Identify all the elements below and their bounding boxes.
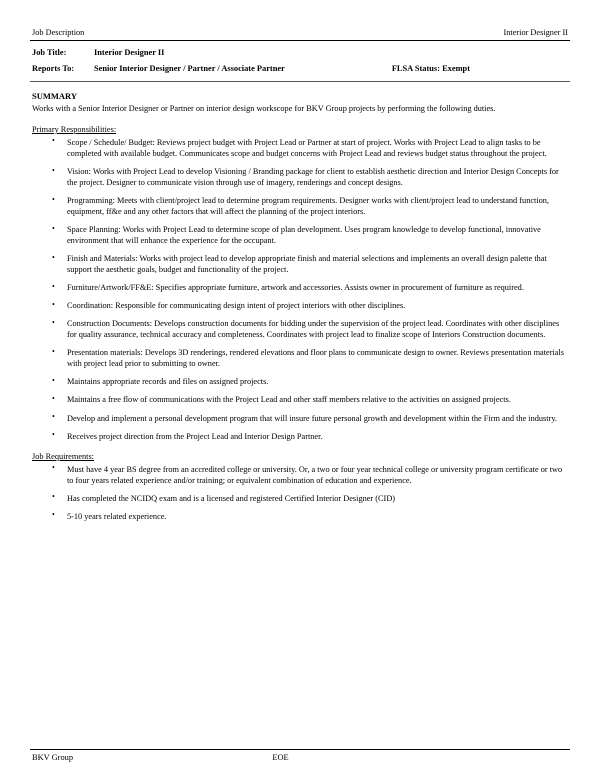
list-item: • Furniture/Artwork/FF&E: Specifies appropriate furniture, artwork and accessories. Assists owner in procurement of furniture as required. <box>30 282 568 293</box>
summary-heading: SUMMARY <box>32 91 78 101</box>
footer-divider <box>30 749 570 750</box>
footer-eoe-text: EOE <box>272 753 289 762</box>
field-row-reports-to <box>32 64 570 73</box>
primary-responsibilities-heading: Primary Responsibilities: <box>32 124 117 134</box>
header-divider <box>30 40 570 41</box>
page-footer <box>30 749 570 762</box>
list-item: • Vision: Works with Project Lead to develop Visioning / Branding package for client to establish aesthetic direction and Interior Design Concepts for the project. Designer to communicate vision through use of imagery, renderings and concept designs. <box>30 166 568 188</box>
reports-to-value: Senior Interior Designer / Partner / Associate Partner <box>94 64 285 73</box>
header-right-text: Interior Designer II <box>503 28 568 37</box>
list-item: • Finish and Materials: Works with project lead to develop appropriate finish and material selections and implements an overall design palette that support the aesthetic goals, budget and functionality of the project. <box>30 253 568 275</box>
list-item: • Has completed the NCIDQ exam and is a licensed and registered Certified Interior Designer (CID) <box>30 493 568 504</box>
job-title-value: Interior Designer II <box>94 48 165 57</box>
list-item: • 5-10 years related experience. <box>30 511 568 522</box>
job-requirements-heading: Job Requirements: <box>32 451 94 461</box>
list-item: • Must have 4 year BS degree from an accredited college or university. Or, a two or four year technical college or university program certificate or two to four years related experience and/or training; or equivalent combination of education and experience. <box>30 464 568 486</box>
job-title-label: Job Title: <box>32 48 67 57</box>
list-item: • Construction Documents: Develops construction documents for bidding under the supervision of the project lead. Coordinates with other disciplines for quality assurance, technical accuracy and completeness. Coordinates with project lead to finalize scope of Interiors Construction documents. <box>30 318 568 340</box>
flsa-status-label: FLSA Status: <box>391 64 440 73</box>
summary-text: Works with a Senior Interior Designer or Partner on interior design workscope for BKV Group projects by performing the following duties. <box>32 104 496 113</box>
list-item: • Coordination: Responsible for communicating design intent of project interiors with other disciplines. <box>30 300 568 311</box>
field-row-job-title <box>32 48 570 57</box>
fields-divider <box>30 81 570 82</box>
list-item: • Presentation materials: Develops 3D renderings, rendered elevations and floor plans to communicate design to owner. Reviews presentation materials with project lead prior to submitting to owner. <box>30 347 568 369</box>
list-item: • Maintains a free flow of communications with the Project Lead and other staff members relative to the activities on assigned projects. <box>30 394 568 405</box>
header-left-text: Job Description <box>32 28 85 37</box>
reports-to-label: Reports To: <box>32 64 75 73</box>
flsa-status-group <box>392 64 570 73</box>
job-requirements-list <box>30 464 570 522</box>
list-item: • Programming: Meets with client/project lead to determine program requirements. Designer works with client/project lead to understand function, equipment, ff&e and any other factors that will affect the planning of the project interiors. <box>30 195 568 217</box>
list-item: • Maintains appropriate records and files on assigned projects. <box>30 376 568 387</box>
list-item: • Scope / Schedule/ Budget: Reviews project budget with Project Lead or Partner at start of project. Works with Project Lead to align tasks to be completed with available budget. Communicates scope and budget concerns with Project Lead and reviews budget status throughout the project. <box>30 137 568 159</box>
list-item: • Develop and implement a personal development program that will insure future personal growth and development within the Firm and the industry. <box>30 413 568 424</box>
page-header <box>30 28 570 40</box>
flsa-status-value: Exempt <box>442 64 470 73</box>
list-item: • Space Planning: Works with Project Lead to determine scope of plan development. Uses program knowledge to develop functional, innovative environment that will enhance the experience for the occupant. <box>30 224 568 246</box>
footer-company-name: BKV Group <box>32 753 74 762</box>
primary-responsibilities-list <box>30 137 570 442</box>
list-item: • Receives project direction from the Project Lead and Interior Design Partner. <box>30 431 568 442</box>
